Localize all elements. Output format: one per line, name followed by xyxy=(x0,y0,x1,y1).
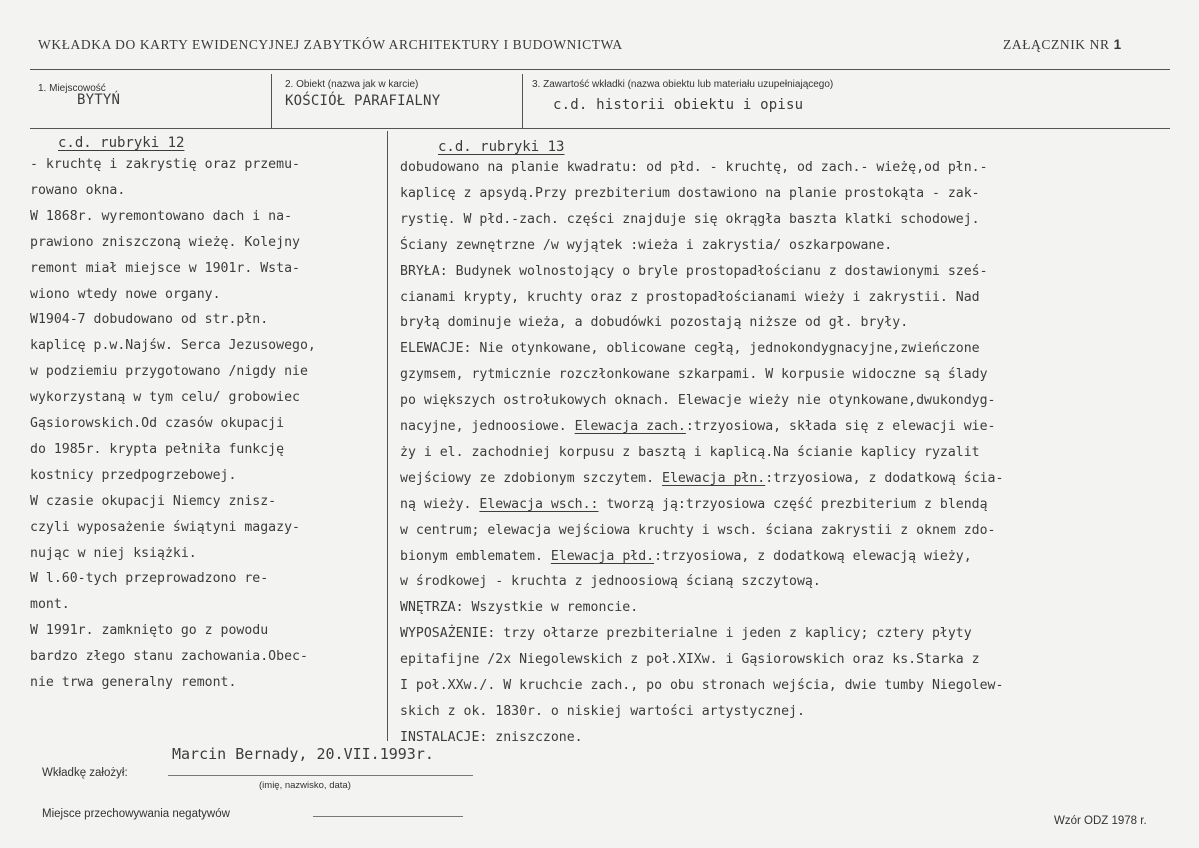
right-text-line xyxy=(400,652,980,667)
field-divider-2 xyxy=(522,74,523,128)
field-2-value: KOŚCIÓŁ PARAFIALNY xyxy=(285,93,441,109)
field-3-value: c.d. historii obiektu i opisu xyxy=(553,97,804,113)
field-3-label: 3. Zawartość wkładki (nazwa obiektu lub materiału uzupełniającego) xyxy=(532,79,834,90)
left-text-line: mont. xyxy=(30,597,70,613)
field-1-value: BYTYŃ xyxy=(77,92,121,108)
right-text-line xyxy=(400,238,892,253)
attachment-label: ZAŁĄCZNIK NR xyxy=(1003,37,1110,52)
left-text-line: W 1991r. zamknięto go z powodu xyxy=(30,623,269,639)
text-segment: Ściany zewnętrzne /w wyjątek :wieża i zakrystia/ oszkarpowane. xyxy=(400,237,893,253)
underlined-heading: Elewacja płn. xyxy=(662,470,766,486)
left-text-line: kaplicę p.w.Najśw. Serca Jezusowego, xyxy=(30,338,316,354)
left-text-line: wiono wtedy nowe organy. xyxy=(30,286,221,302)
text-segment: ELEWACJE: Nie otynkowane, oblicowane cegłą, jednokondygnacyjne,zwieńczone xyxy=(400,341,980,357)
text-segment: kaplicę z apsydą.Przy prezbiterium dostawiono na planie prostokąta - zak- xyxy=(400,185,980,201)
left-text-line: Gąsiorowskich.Od czasów okupacji xyxy=(30,416,285,431)
right-text-line xyxy=(400,445,980,460)
text-segment: cianami krypty, kruchty oraz z prostopadłościanami wieży i zakrystii. Nad xyxy=(400,289,980,305)
right-text-line xyxy=(400,497,988,512)
left-text-line: W 1868r. wyremontowano dach i na- xyxy=(30,208,293,224)
right-text-line xyxy=(400,393,995,408)
text-segment: WNĘTRZA: Wszystkie w remoncie. xyxy=(400,600,639,616)
text-segment: gzymsem, rytmicznie rozczłonkowane szkarpami. W korpusie widoczne są ślady xyxy=(400,367,988,383)
right-text-line xyxy=(400,600,638,615)
left-text-line: czyli wyposażenie świątyni magazy- xyxy=(30,519,300,535)
right-text-line xyxy=(400,341,980,356)
left-text-line: W1904-7 dobudowano od str.płn. xyxy=(30,312,269,328)
insert-label: Wkładkę założył: xyxy=(42,767,128,779)
text-segment: po większych ostrołukowych oknach. Elewacje wieży nie otynkowane,dwukondyg- xyxy=(400,393,996,409)
text-segment: :trzyosiowa, z dodatkową elewacją wieży, xyxy=(654,548,972,564)
underlined-heading: Elewacja zach. xyxy=(574,419,686,434)
right-text-line xyxy=(400,574,821,589)
left-column-heading: c.d. rubryki 12 xyxy=(58,135,185,151)
text-segment: wejściowy ze zdobionym szczytem. xyxy=(400,470,663,486)
attachment-number xyxy=(1003,37,1122,53)
text-segment: ży i el. zachodniej korpusu z basztą i kaplicą.Na ścianie kaplicy ryzalit xyxy=(400,444,980,460)
right-text-line xyxy=(400,367,988,382)
field-divider-1 xyxy=(271,74,272,128)
left-text-line: W l.60-tych przeprowadzono re- xyxy=(30,571,269,587)
left-text-line: kostnicy przedpogrzebowej. xyxy=(30,467,237,483)
text-segment: dobudowano na planie kwadratu: od płd. - kruchtę, od zach.- wieżę,od płn.- xyxy=(400,160,988,175)
text-segment: :trzyosiowa, składa się z elewacji wie- xyxy=(685,419,996,434)
right-text-line xyxy=(400,626,972,641)
signature: Marcin Bernady, 20.VII.1993r. xyxy=(172,745,434,763)
text-segment: WYPOSAŻENIE: trzy ołtarze prezbiterialne i jeden z kaplicy; cztery płyty xyxy=(400,626,972,642)
left-text-line: wykorzystaną w tym celu/ grobowiec xyxy=(30,390,300,406)
right-text-line xyxy=(400,212,980,227)
form-model: Wzór ODZ 1978 r. xyxy=(1054,815,1147,827)
right-text-line xyxy=(400,186,980,201)
right-text-line xyxy=(400,160,988,175)
right-text-line xyxy=(400,471,1003,486)
storage-line xyxy=(313,816,463,817)
text-segment: tworzą ją:trzyosiowa część prezbiterium z blendą xyxy=(598,496,988,512)
left-text-line: W czasie okupacji Niemcy znisz- xyxy=(30,493,277,509)
right-text-line xyxy=(400,730,583,745)
text-segment: BRYŁA: Budynek wolnostojący o bryle prostopadłościanu z dostawionymi sześ- xyxy=(400,263,988,279)
right-text-line xyxy=(400,678,1003,693)
right-text-line xyxy=(400,419,995,434)
storage-label: Miejsce przechowywania negatywów xyxy=(42,808,230,820)
right-text-line xyxy=(400,704,805,719)
top-rule xyxy=(30,69,1170,70)
left-text-line: prawiono zniszczoną wieżę. Kolejny xyxy=(30,234,300,250)
text-segment: w centrum; elewacja wejściowa kruchty i wsch. ściana zakrystii z oknem zdo- xyxy=(400,522,996,538)
left-text-line: bardzo złego stanu zachowania.Obec- xyxy=(30,649,308,665)
text-segment: nacyjne, jednoosiowe. xyxy=(400,419,575,434)
field-1-label: 1. Miejscowość xyxy=(38,83,106,94)
insert-caption: (imię, nazwisko, data) xyxy=(259,780,351,791)
right-column-heading: c.d. rubryki 13 xyxy=(438,139,565,155)
column-divider xyxy=(387,131,388,741)
text-segment: bionym emblematem. xyxy=(400,548,551,564)
text-segment: skich z ok. 1830r. o niskiej wartości artystycznej. xyxy=(400,703,805,719)
text-segment: I poł.XXw./. W kruchcie zach., po obu stronach wejścia, dwie tumby Niegolew- xyxy=(400,678,1004,693)
right-text-line xyxy=(400,549,972,564)
text-segment: rystię. W płd.-zach. części znajduje się okrągła baszta klatki schodowej. xyxy=(400,211,980,227)
text-segment: w środkowej - kruchta z jednoosiową ścianą szczytową. xyxy=(400,574,821,590)
text-segment: epitafijne /2x Niegolewskich z poł.XIXw. i Gąsiorowskich oraz ks.Starka z xyxy=(400,652,980,668)
right-text-line xyxy=(400,290,980,305)
text-segment: INSTALACJE: zniszczone. xyxy=(400,729,583,745)
form-title: WKŁADKA DO KARTY EWIDENCYJNEJ ZABYTKÓW ARCHITEKTURY I BUDOWNICTWA xyxy=(38,37,623,52)
left-text-line: - kruchtę i zakrystię oraz przemu- xyxy=(30,157,300,172)
left-text-line: w podziemiu przygotowano /nigdy nie xyxy=(30,364,308,380)
attachment-no: 1 xyxy=(1113,37,1122,52)
right-text-line xyxy=(400,264,988,279)
text-segment: ną wieży. xyxy=(400,496,480,512)
right-text-line xyxy=(400,523,995,538)
field-2-label: 2. Obiekt (nazwa jak w karcie) xyxy=(285,79,419,90)
underlined-heading: Elewacja wsch.: xyxy=(479,496,599,512)
left-text-line: remont miał miejsce w 1901r. Wsta- xyxy=(30,260,300,276)
text-segment: :trzyosiowa, z dodatkową ścia- xyxy=(765,470,1004,486)
fields-bottom-rule xyxy=(30,128,1170,129)
left-text-line: do 1985r. krypta pełniła funkcję xyxy=(30,441,285,457)
left-text-line: nując w niej książki. xyxy=(30,545,197,561)
insert-line xyxy=(168,775,473,776)
left-text-line: rowano okna. xyxy=(30,182,126,198)
text-segment: bryłą dominuje wieża, a dobudówki pozostają niższe od gł. bryły. xyxy=(400,315,909,331)
underlined-heading: Elewacja płd. xyxy=(550,548,655,564)
left-text-line: nie trwa generalny remont. xyxy=(30,675,237,690)
right-text-line xyxy=(400,315,908,330)
